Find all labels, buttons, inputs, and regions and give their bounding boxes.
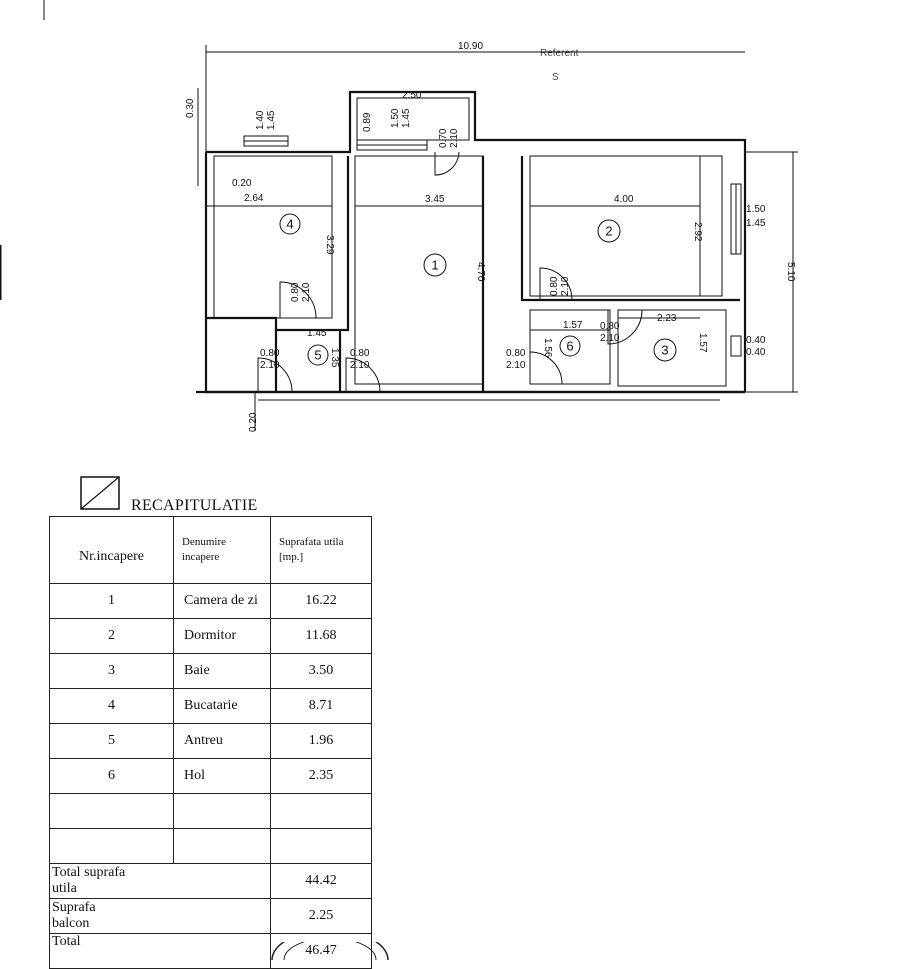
dim-entrance-door-w: 0.80 (260, 348, 280, 359)
table-row (50, 689, 372, 724)
recap-header-row (50, 517, 372, 584)
table-row (50, 619, 372, 654)
balcony-label (50, 899, 271, 934)
cell-name: Baie (174, 654, 271, 689)
cell-name: Antreu (174, 724, 271, 759)
cell-area: 2.35 (271, 759, 372, 794)
dim-overall-height: 5.10 (785, 262, 796, 282)
balcony-l1: Suprafa (52, 900, 96, 915)
balcony-value: 2.25 (271, 899, 372, 934)
col-header-name-l1: Denumire (182, 536, 226, 548)
recap-symbol-icon (80, 476, 120, 510)
empty-row (50, 794, 372, 829)
room-2-number: 2 (605, 223, 613, 239)
stamp-icon (270, 942, 390, 960)
grand-total-label: Total (50, 934, 271, 969)
col-header-area (271, 517, 372, 584)
dim-balcony-w: 2.50 (402, 90, 422, 101)
dim-living-w: 3.45 (425, 194, 445, 205)
dim-bedroom-w: 4.00 (614, 194, 634, 205)
dim-living-door-h: 2.10 (350, 360, 370, 371)
cell-area: 11.68 (271, 619, 372, 654)
dim-bedroom-window-w: 1.50 (746, 204, 766, 215)
cell-nr: 5 (50, 724, 174, 759)
room-4-number: 4 (286, 216, 294, 232)
total-useful-l1: Total suprafa (52, 865, 126, 880)
col-header-nr: Nr.incapere (50, 517, 174, 584)
dim-balcony-door-w: 0.70 (438, 128, 449, 148)
dim-kitchen-door-h: 2.10 (301, 282, 312, 302)
dim-kitchen-offset: 0.20 (232, 178, 252, 189)
grand-total-value: 46.47 (271, 934, 372, 969)
dim-entrance-door-h: 2.10 (260, 360, 280, 371)
dim-kitchen-door-w: 0.80 (290, 282, 301, 302)
cell-name: Camera de zi (174, 584, 271, 619)
dim-bedroom-window-h: 1.45 (746, 218, 766, 229)
col-header-name-l2: incapere (182, 551, 220, 563)
cell-name: Hol (174, 759, 271, 794)
cell-area: 1.96 (271, 724, 372, 759)
dim-bedroom-door-w: 0.80 (549, 276, 560, 296)
dim-hall-door-w: 0.80 (506, 348, 526, 359)
dim-top-offset: 0.30 (185, 98, 196, 118)
room-3-number: 3 (661, 342, 669, 358)
recap-title: RECAPITULATIE (131, 497, 258, 514)
dim-hall-door-h: 2.10 (506, 360, 526, 371)
total-useful-row (50, 864, 372, 899)
dim-kitchen-window-h: 1.45 (266, 110, 277, 130)
dim-kitchen-window-w: 1.40 (255, 110, 266, 130)
dim-bath-window-w: 0.40 (746, 335, 766, 346)
dim-antreu-w: 1.45 (307, 328, 327, 339)
floor-plan (0, 0, 897, 470)
total-useful-l2: utila (52, 881, 77, 896)
dim-bath-door-w: 0.80 (600, 321, 620, 332)
room-1-number: 1 (431, 257, 439, 273)
dim-kitchen-w: 2.64 (244, 193, 264, 204)
dim-hall-h: 1.56 (542, 338, 553, 358)
dim-living-h: 4.70 (475, 262, 486, 282)
table-row (50, 724, 372, 759)
dim-bath-w: 2.23 (657, 313, 677, 324)
room-5-number: 5 (314, 347, 322, 363)
balcony-row (50, 899, 372, 934)
dim-kitchen-h: 3.29 (324, 235, 335, 255)
dim-overall-width: 10.90 (458, 41, 484, 52)
dim-hall-w: 1.57 (563, 320, 583, 331)
cell-area: 8.71 (271, 689, 372, 724)
dim-bedroom-h: 2.92 (692, 222, 703, 242)
recap-table (49, 516, 372, 969)
dim-balcony-door-h: 2.10 (449, 128, 460, 148)
dim-bottom-offset: 0.20 (248, 412, 259, 432)
dim-balcony-d: 0.89 (362, 112, 373, 132)
dim-balcony-window-h: 1.45 (401, 108, 412, 128)
dim-antreu-h: 1.35 (329, 348, 340, 368)
dim-bedroom-door-h: 2.10 (560, 276, 571, 296)
cell-area: 16.22 (271, 584, 372, 619)
header-scrawl: S (552, 72, 559, 83)
cell-area: 3.50 (271, 654, 372, 689)
table-row (50, 654, 372, 689)
cell-nr: 6 (50, 759, 174, 794)
dim-bath-door-h: 2.10 (600, 333, 620, 344)
col-header-area-l1: Suprafata utila (279, 536, 344, 548)
cell-nr: 2 (50, 619, 174, 654)
cell-name: Dormitor (174, 619, 271, 654)
cell-nr: 3 (50, 654, 174, 689)
total-useful-value: 44.42 (271, 864, 372, 899)
col-header-name (174, 517, 271, 584)
balcony-l2: balcon (52, 916, 90, 931)
cell-nr: 1 (50, 584, 174, 619)
col-header-area-l2: [mp.] (279, 551, 304, 563)
table-row (50, 759, 372, 794)
room-6-number: 6 (566, 338, 574, 354)
dim-balcony-window-w: 1.50 (390, 108, 401, 128)
total-useful-label (50, 864, 271, 899)
referent-label: Referent (540, 48, 579, 59)
dim-living-door-w: 0.80 (350, 348, 370, 359)
cell-name: Bucatarie (174, 689, 271, 724)
table-row (50, 584, 372, 619)
empty-row (50, 829, 372, 864)
dim-bath-window-h: 0.40 (746, 347, 766, 358)
cell-nr: 4 (50, 689, 174, 724)
dim-bath-h: 1.57 (697, 333, 708, 353)
